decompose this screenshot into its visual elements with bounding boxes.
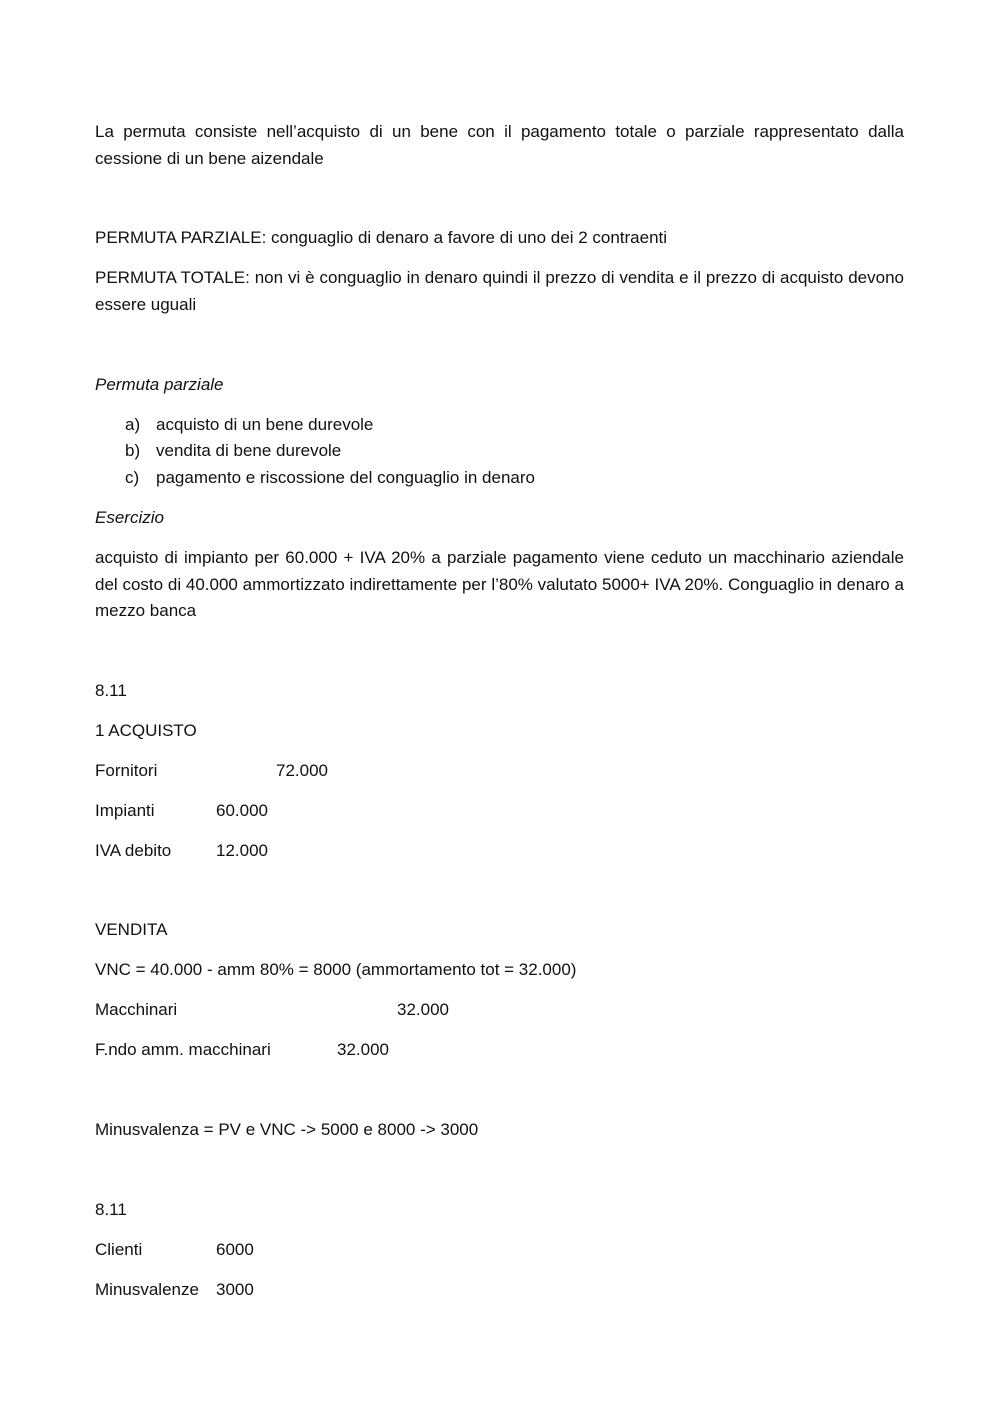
acquisto-heading: 1 ACQUISTO xyxy=(95,721,197,740)
exercise-paragraph: acquisto di impianto per 60.000 + IVA 20% a parziale pagamento viene ceduto un macchinario aziendale del costo di 40.000 ammortizzato indirettamente per l’80% valutato 5000+ IVA 20%. Conguaglio in denaro a mezzo banca xyxy=(95,548,904,620)
entry-date: 8.11 xyxy=(95,1200,127,1219)
list-item-text: pagamento e riscossione del conguaglio in denaro xyxy=(156,468,535,487)
list-item-text: acquisto di un bene durevole xyxy=(156,415,374,434)
minusvalenza-line: Minusvalenza = PV e VNC -> 5000 e 8000 -> 3000 xyxy=(95,1120,479,1139)
journal-amount: 32.000 xyxy=(397,1000,449,1019)
journal-amount: 72.000 xyxy=(276,761,328,780)
journal-amount: 6000 xyxy=(216,1240,254,1259)
journal-account: Macchinari xyxy=(95,1000,178,1019)
list-item-label: c) xyxy=(125,468,140,487)
vendita-heading: VENDITA xyxy=(95,920,168,939)
intro-paragraph: La permuta consiste nell’acquisto di un bene con il pagamento totale o parziale rappresentato dalla cessione di un bene aizendale xyxy=(95,122,904,168)
list-item-label: a) xyxy=(125,415,141,434)
journal-account: Fornitori xyxy=(95,761,158,780)
journal-account: Clienti xyxy=(95,1240,143,1259)
permuta-totale-definition: PERMUTA TOTALE: non vi è conguaglio in denaro quindi il prezzo di vendita e il prezzo di acquisto devono essere uguali xyxy=(95,268,904,314)
exercise-heading: Esercizio xyxy=(95,508,164,527)
journal-amount: 60.000 xyxy=(216,801,268,820)
journal-account: F.ndo amm. macchinari xyxy=(95,1040,271,1059)
list-item-text: vendita di bene durevole xyxy=(156,441,342,460)
journal-amount: 12.000 xyxy=(216,841,268,860)
entry-date: 8.11 xyxy=(95,681,127,700)
journal-amount: 32.000 xyxy=(337,1040,389,1059)
journal-account: Minusvalenze xyxy=(95,1280,199,1299)
section-heading: Permuta parziale xyxy=(95,375,224,394)
list-item-label: b) xyxy=(125,441,141,460)
journal-account: Impianti xyxy=(95,801,155,820)
journal-amount: 3000 xyxy=(216,1280,254,1299)
permuta-parziale-definition: PERMUTA PARZIALE: conguaglio di denaro a favore di uno dei 2 contraenti xyxy=(95,228,668,247)
journal-account: IVA debito xyxy=(95,841,172,860)
vnc-line: VNC = 40.000 - amm 80% = 8000 (ammortamento tot = 32.000) xyxy=(95,960,577,979)
